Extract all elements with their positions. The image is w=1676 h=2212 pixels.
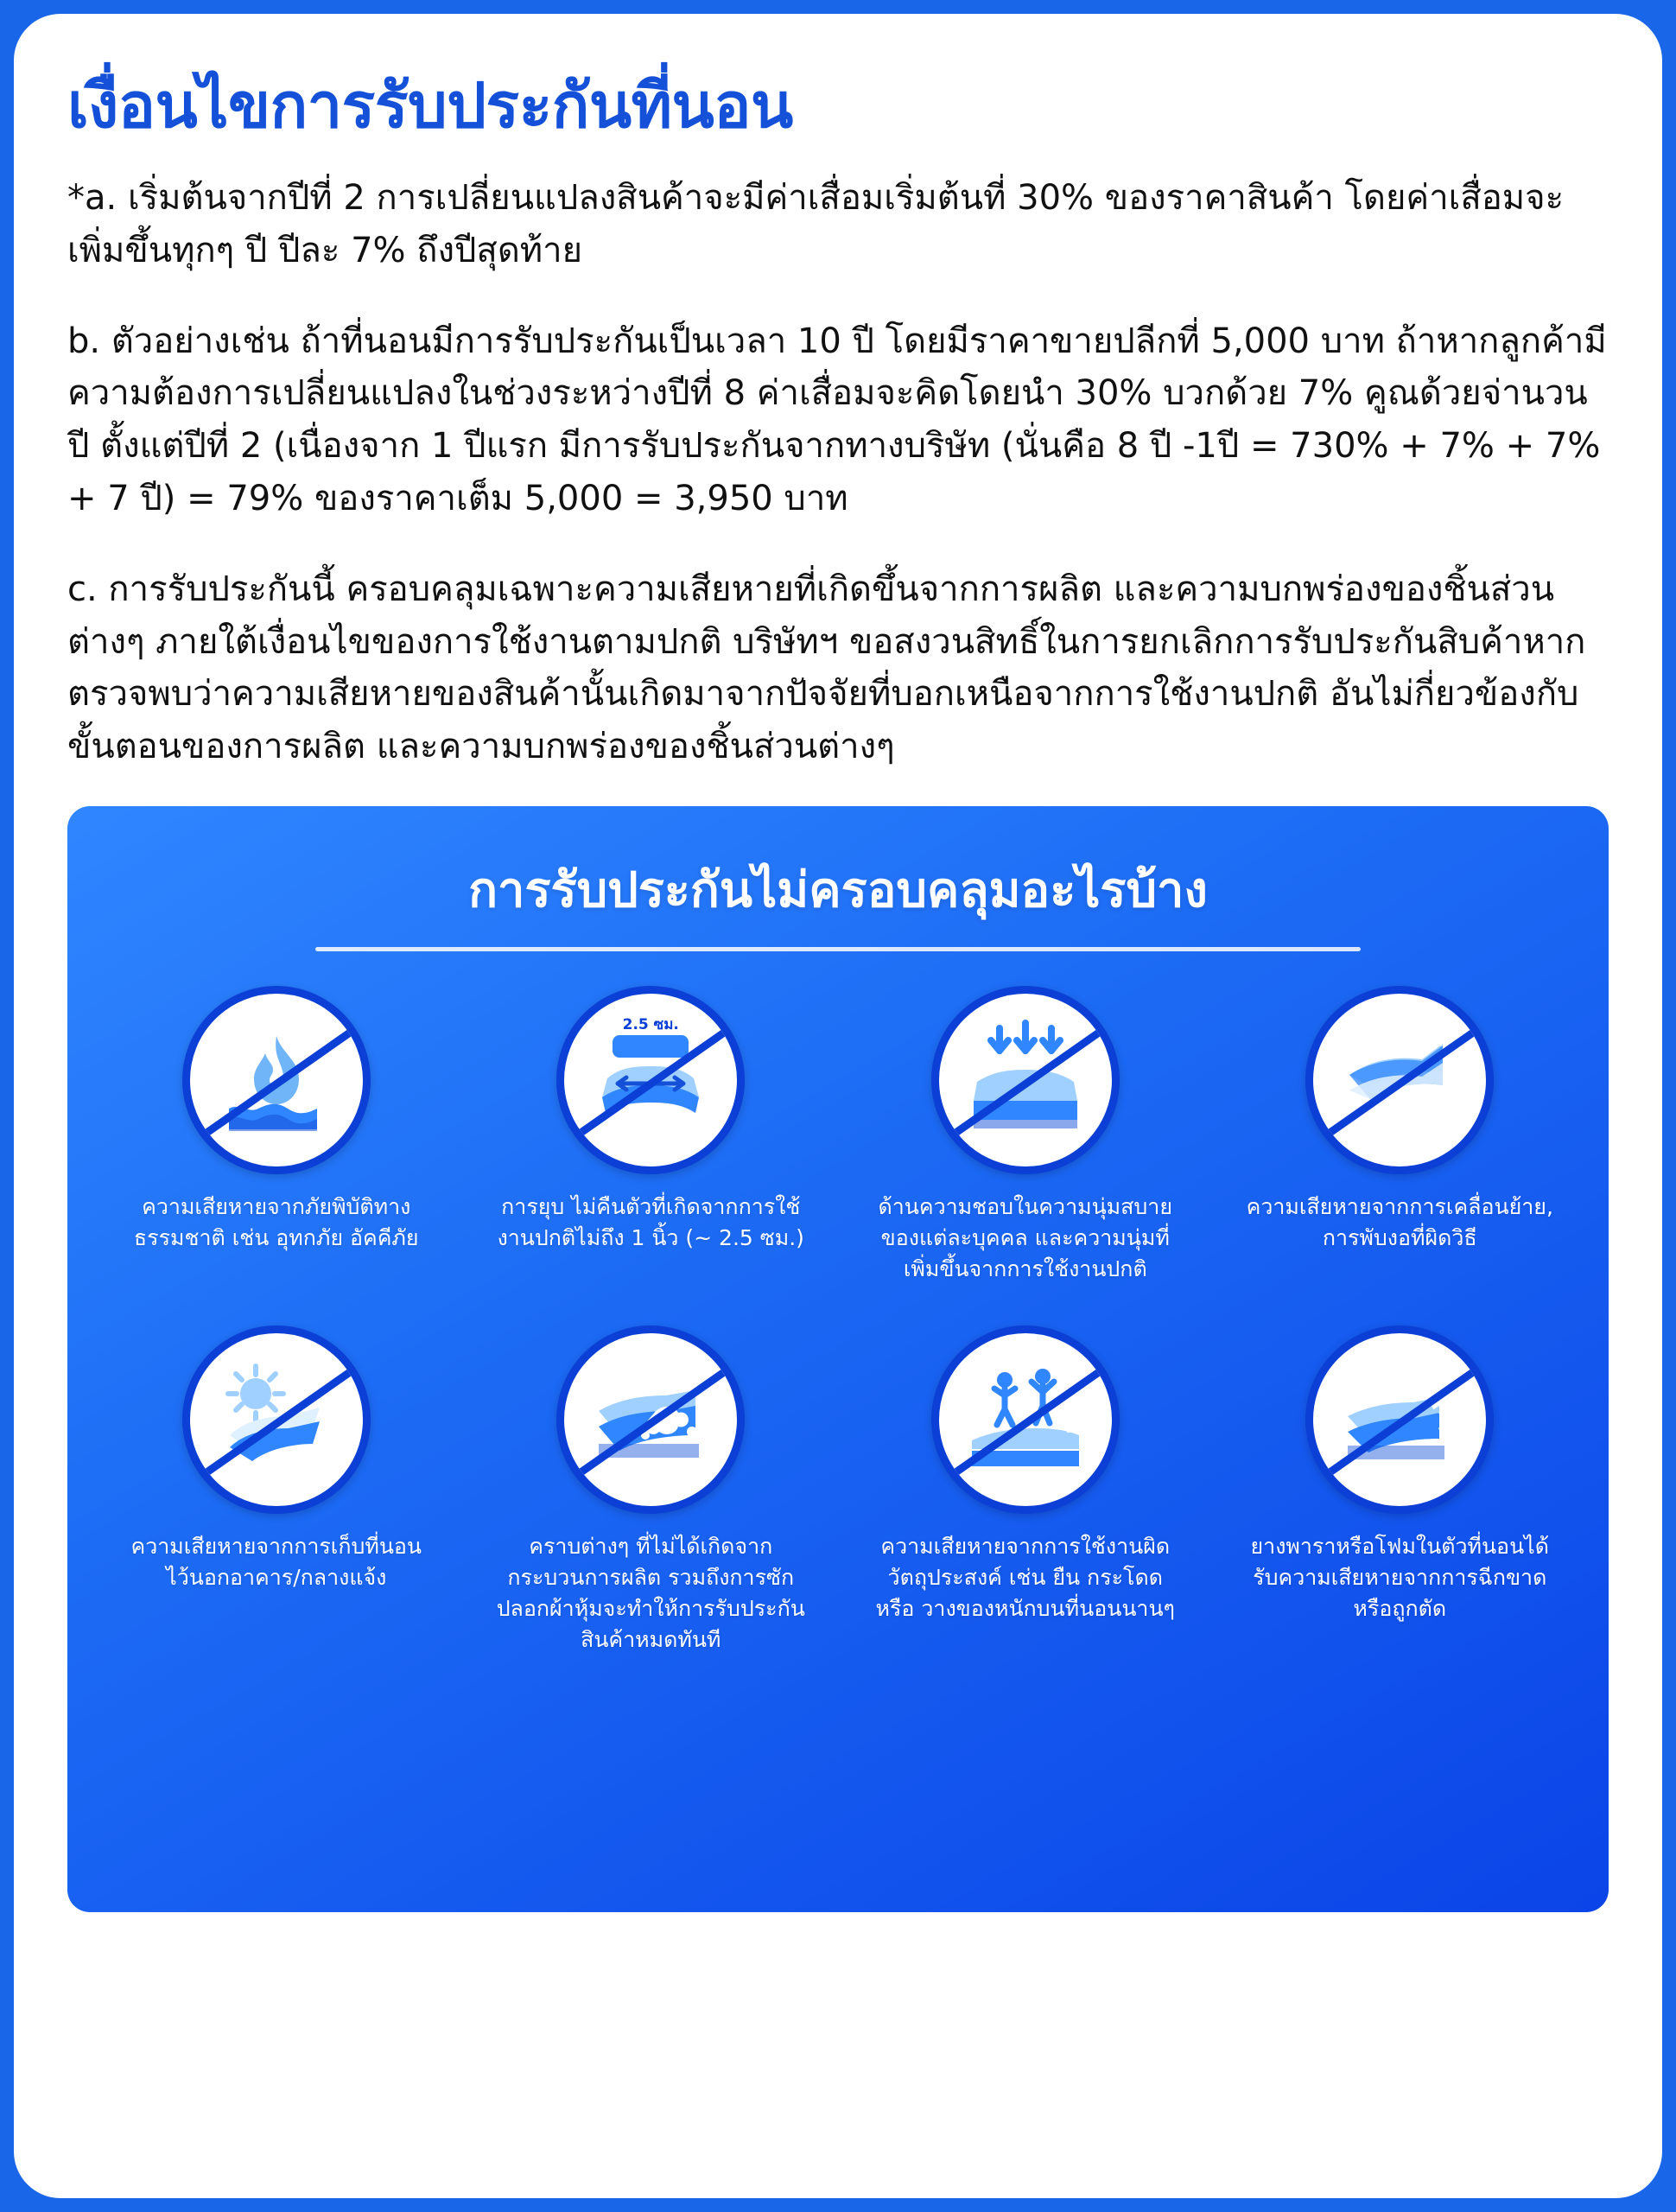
paragraph-c: c. การรับประกันนี้ ครอบคลุมเฉพาะความเสียหายที่เกิดขึ้นจากการผลิต และความบกพร่องของชิ้นส่วนต่างๆ ภายใต้เงื่อนไขของการใช้งานตามปกติ บริษัทฯ ขอสงวนสิทธิ์ในการยกเลิกการรับประกันสิบค้าหากตรวจพบว่าความเสียหายของสินค้านั้นเกิดมาจากปัจจัยที่บอกเหนือจากการใช้งานปกติ อันไม่กี่ยวข้องกับขั้นตอนของการผลิต และความบกพร่องของชิ้นส่วนต่างๆ (67, 569, 1586, 767)
exclusions-panel (67, 806, 1609, 1912)
mattress-sun-outdoor-icon (182, 1325, 371, 1514)
exclusions-panel-title: การรับประกันไม่ครอบคลุมอะไรบ้าง (468, 861, 1208, 918)
exclusion-caption: คราบต่างๆ ที่ไม่ได้เกิดจากกระบวนการผลิต รวมถึงการซักปลอกผ้าหุ้มจะทำให้การรับประกันสินค้าหมดทันที (496, 1533, 805, 1653)
document-body (14, 14, 1662, 2198)
mattress-tear-icon (1305, 1325, 1494, 1514)
exclusion-caption: การยุบ ไม่คืนตัวที่เกิดจากการใช้งานปกติไม่ถึง 1 นิ้ว (~ 2.5 ซม.) (497, 1193, 804, 1251)
measure-label: 2.5 ซม. (622, 1015, 679, 1033)
mattress-firmness-pressure-icon (931, 986, 1120, 1174)
flame-water-icon (182, 986, 371, 1174)
mattress-jumping-icon (931, 1325, 1120, 1514)
exclusion-item (468, 1325, 835, 1656)
exclusions-grid (93, 986, 1583, 1656)
title-divider (315, 947, 1361, 951)
exclusion-item (1217, 1325, 1584, 1656)
exclusion-caption: ด้านความชอบในความนุ่มสบายของแต่ละบุคคล และความนุ่มที่เพิ่มขึ้นจากการใช้งานปกติ (878, 1193, 1172, 1282)
page-title: เงื่อนไขการรับประกันที่นอน (67, 69, 793, 142)
paragraph-b: b. ตัวอย่างเช่น ถ้าที่นอนมีการรับประกันเป็นเวลา 10 ปี โดยมีราคาขายปลีกที่ 5,000 บาท ถ้าหากลูกค้ามีความต้องการเปลี่ยนแปลงในช่วงระหว่างปีที่ 8 ค่าเสื่อมจะคิดโดยนำ 30% บวกด้วย 7% คูณด้วยจ่านวนปี ตั้งแต่ปีที่ 2 (เนื่องจาก 1 ปีแรก มีการรับประกันจากทางบริษัท (นั่นคือ 8 ปี -1ปี = 730% + 7% + 7% + 7 ปี) = 79% ของราคาเต็ม 5,000 = 3,950 บาท (67, 321, 1607, 518)
exclusion-item (93, 986, 460, 1286)
exclusion-caption: ความเสียหายจากภัยพิบัติทางธรรมชาติ เช่น อุทกภัย อัคคีภัย (133, 1193, 419, 1251)
paragraph-a: *a. เริ่มต้นจากปีที่ 2 การเปลี่ยนแปลงสินค้าจะมีค่าเสื่อมเริ่มต้นที่ 30% ของราคาสินค้า โดยค่าเสื่อมจะเพิ่มขึ้นทุกๆ ปี ปีละ 7% ถึงปีสุดท้าย (67, 177, 1565, 270)
exclusion-item (1217, 986, 1584, 1286)
mattress-stain-icon (556, 1325, 745, 1514)
exclusion-item (842, 1325, 1209, 1656)
mattress-sag-measure-icon (556, 986, 745, 1174)
exclusion-caption: ความเสียหายจากการเก็บที่นอนไว้นอกอาคาร/กลางแจ้ง (130, 1533, 422, 1590)
exclusion-item (842, 986, 1209, 1286)
exclusion-caption: ยางพาราหรือโฟมในตัวที่นอนได้รับความเสียหายจากการฉีกขาด หรือถูกตัด (1250, 1533, 1549, 1622)
mattress-bending-icon (1305, 986, 1494, 1174)
exclusion-caption: ความเสียหายจากการเคลื่อนย้าย, การพับงอที่ผิดวิธี (1246, 1193, 1553, 1251)
exclusion-item (93, 1325, 460, 1656)
exclusion-item (468, 986, 835, 1286)
exclusion-caption: ความเสียหายจากการใช้งานผิดวัตถุประสงค์ เช่น ยืน กระโดด หรือ วางของหนักบนที่นอนนานๆ (875, 1533, 1175, 1622)
